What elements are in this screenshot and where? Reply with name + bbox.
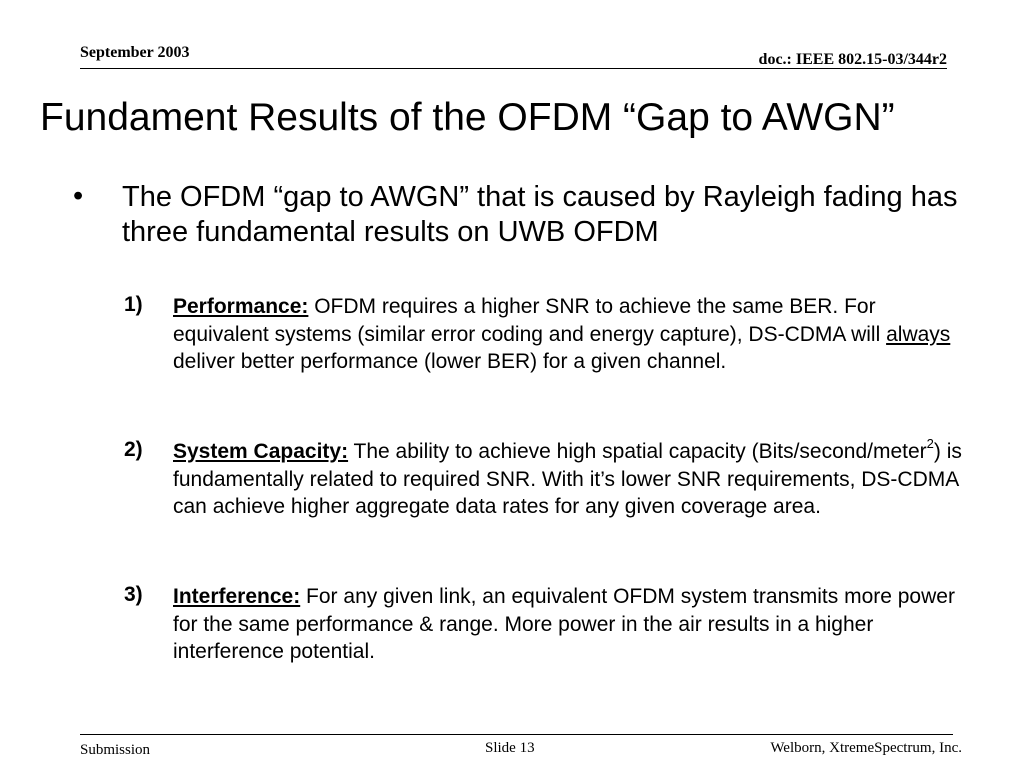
footer-slide-number: Slide 13 (485, 740, 535, 756)
item-heading: Performance: (173, 295, 309, 318)
slide-title: Fundament Results of the OFDM “Gap to AWGN” (40, 96, 895, 139)
list-item-system-capacity (173, 438, 963, 521)
item-number-2: 2) (124, 438, 143, 461)
list-item-performance (173, 293, 963, 376)
item-text: deliver better performance (lower BER) for a given channel. (173, 350, 727, 373)
header-date: September 2003 (80, 44, 190, 61)
footer-divider (80, 734, 953, 735)
item-number-1: 1) (124, 293, 143, 316)
list-item-interference (173, 583, 963, 666)
item-emphasis: always (886, 322, 951, 346)
item-text: The ability to achieve high spatial capacity (Bits/second/meter (348, 440, 927, 463)
header-doc-id: doc.: IEEE 802.15-03/344r2 (758, 51, 947, 68)
footer-submission: Submission (80, 742, 151, 758)
item-heading: Interference: (173, 585, 301, 608)
footer-author: Welborn, XtremeSpectrum, Inc. (770, 740, 962, 756)
item-heading: System Capacity: (173, 440, 349, 463)
item-text: OFDM requires a higher SNR to achieve the same BER. For equivalent systems (similar error coding and energy capture), DS-CDMA will (173, 295, 887, 346)
header-divider (80, 68, 947, 69)
item-number-3: 3) (124, 583, 143, 606)
superscript: 2 (926, 436, 934, 451)
item-text: ) is fundamentally related to required SNR. With it’s lower SNR requirements, DS-CDMA can achieve higher aggregate data rates for any given coverage area. (173, 440, 962, 518)
bullet-marker: • (73, 180, 84, 212)
item-text: For any given link, an equivalent OFDM system transmits more power for the same performance & range. More power in the air results in a higher interference potential. (173, 585, 955, 663)
bullet-text: The OFDM “gap to AWGN” that is caused by Rayleigh fading has three fundamental results on UWB OFDM (122, 181, 958, 248)
